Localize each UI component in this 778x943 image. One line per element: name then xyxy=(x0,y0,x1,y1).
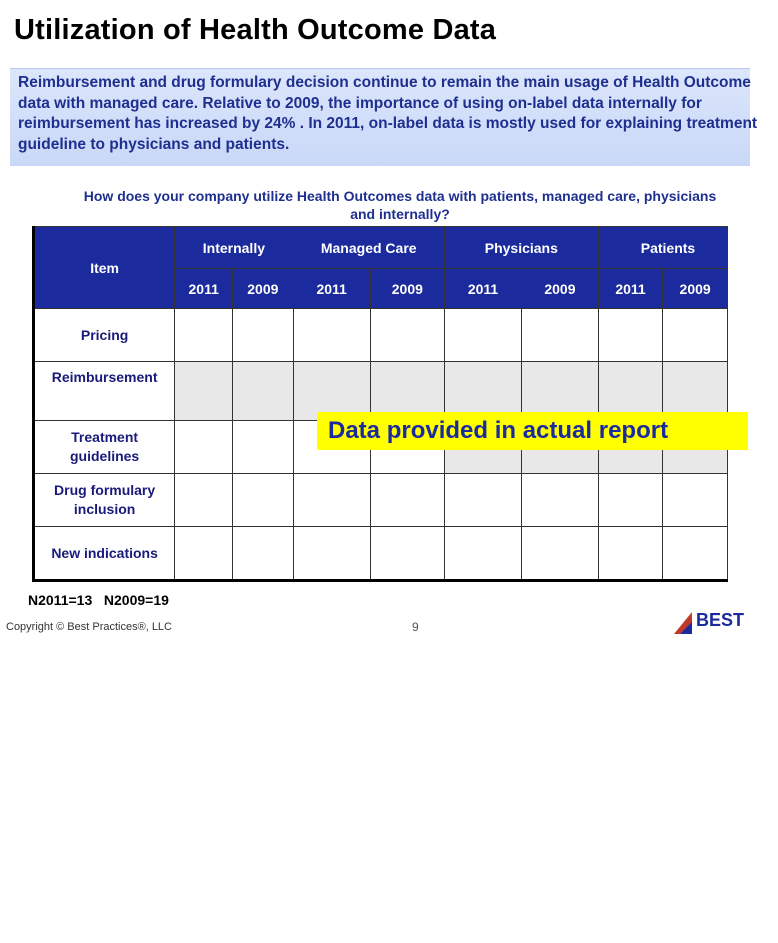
utilization-table xyxy=(32,226,728,582)
table-cell xyxy=(370,474,444,527)
table-cell xyxy=(444,474,521,527)
header-row-groups xyxy=(34,227,728,269)
copyright-notice: Copyright © Best Practices®, LLC xyxy=(6,621,172,633)
question-line-2: and internally? xyxy=(350,206,450,222)
row-label: Reimbursement xyxy=(34,362,175,421)
summary-text: Reimbursement and drug formulary decision continue to remain the main usage of Health Outcome data with managed care. Relative to 2009, the importance of using on-label data internally for reimbursement has increased by 24% . In 2011, on-label data is mostly used for explaining treatment guideline to physicians and patients. xyxy=(18,74,758,153)
page-number: 9 xyxy=(412,620,419,634)
table-cell xyxy=(175,421,233,474)
group-header: Internally xyxy=(175,227,293,269)
year-header: 2011 xyxy=(444,269,521,309)
table-cell xyxy=(293,309,370,362)
year-header: 2009 xyxy=(233,269,293,309)
table-cell xyxy=(522,474,599,527)
table-cell xyxy=(175,474,233,527)
table-cell xyxy=(598,474,663,527)
row-label: New indications xyxy=(34,527,175,581)
table-row xyxy=(34,309,728,362)
table-cell xyxy=(598,309,663,362)
table-cell xyxy=(233,309,293,362)
year-header: 2009 xyxy=(522,269,599,309)
table-cell xyxy=(663,527,728,581)
table-cell xyxy=(444,527,521,581)
logo-text: BEST xyxy=(696,610,745,630)
group-header: Managed Care xyxy=(293,227,444,269)
data-provided-banner: Data provided in actual report xyxy=(317,412,748,450)
table-cell xyxy=(522,527,599,581)
sample-sizes: N2011=13 N2009=19 xyxy=(28,592,169,608)
group-header: Patients xyxy=(598,227,727,269)
table-cell xyxy=(175,309,233,362)
table-row xyxy=(34,527,728,581)
year-header: 2011 xyxy=(293,269,370,309)
year-header: 2011 xyxy=(175,269,233,309)
survey-question xyxy=(40,187,760,223)
page-title: Utilization of Health Outcome Data xyxy=(14,14,497,46)
year-header: 2009 xyxy=(370,269,444,309)
table-cell xyxy=(233,474,293,527)
table-cell xyxy=(293,527,370,581)
table-cell xyxy=(175,527,233,581)
item-header: Item xyxy=(34,227,175,309)
table-cell xyxy=(233,421,293,474)
table-cell xyxy=(370,309,444,362)
table-cell xyxy=(293,474,370,527)
table-cell xyxy=(444,309,521,362)
question-line-1: How does your company utilize Health Outcomes data with patients, managed care, physicians xyxy=(83,188,717,204)
summary-box xyxy=(10,68,758,166)
table-cell xyxy=(233,527,293,581)
table-cell xyxy=(598,527,663,581)
row-label: Pricing xyxy=(34,309,175,362)
group-header: Physicians xyxy=(444,227,598,269)
year-header: 2009 xyxy=(663,269,728,309)
table-cell xyxy=(233,362,293,421)
table-cell xyxy=(663,474,728,527)
table-cell xyxy=(522,309,599,362)
table-row xyxy=(34,474,728,527)
year-header: 2011 xyxy=(598,269,663,309)
row-label: Treatment guidelines xyxy=(34,421,175,474)
table-cell xyxy=(175,362,233,421)
row-label: Drug formulary inclusion xyxy=(34,474,175,527)
table-cell xyxy=(370,527,444,581)
table-cell xyxy=(663,309,728,362)
